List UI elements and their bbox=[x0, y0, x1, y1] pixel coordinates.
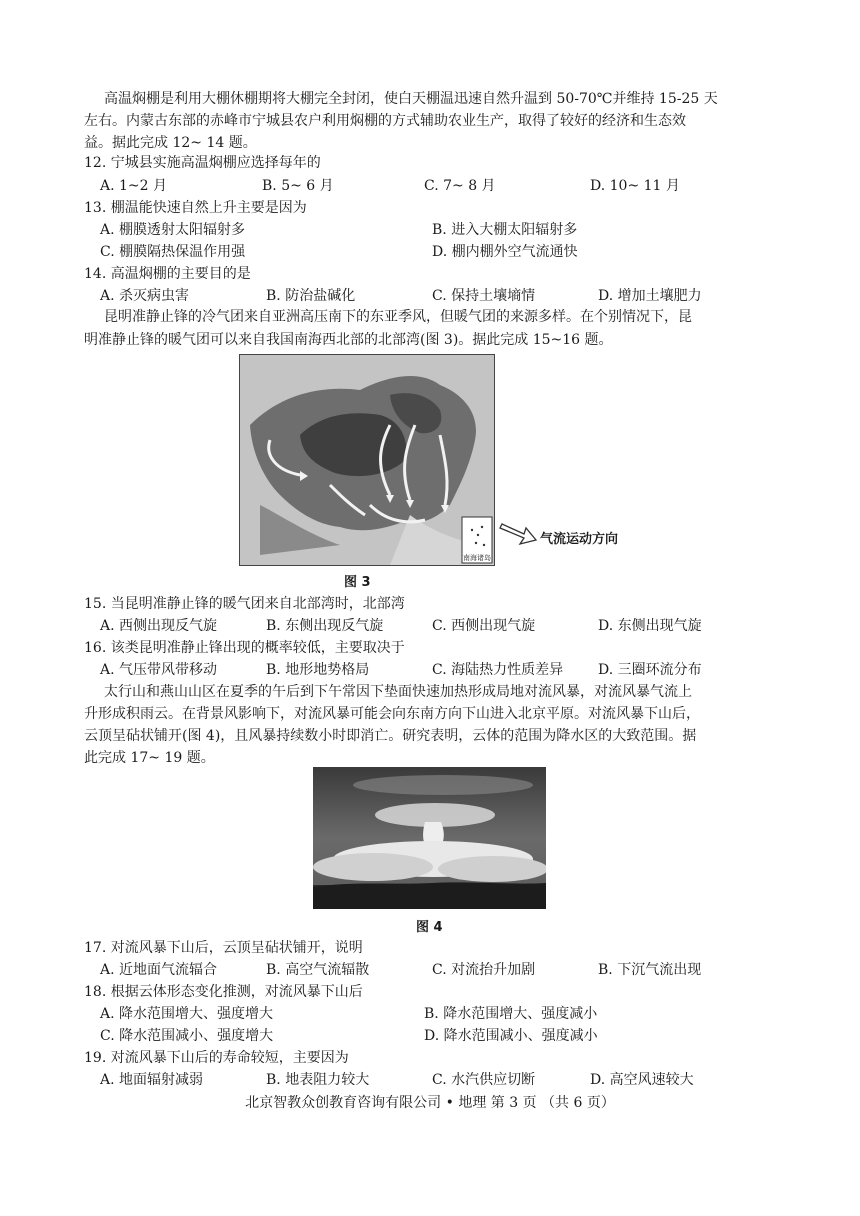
intro-paragraph-2-line-2: 明准静止锋的暖气团可以来自我国南海西北部的北部湾(图 3)。据此完成 15~16 题。 bbox=[84, 332, 613, 348]
question-12-option-b[interactable]: B. 5~ 6 月 bbox=[262, 178, 334, 194]
question-13-option-b[interactable]: B. 进入大棚太阳辐射多 bbox=[432, 222, 578, 238]
figure-3-legend-label: 气流运动方向 bbox=[540, 532, 619, 547]
intro-paragraph-3-line-2: 升形成积雨云。在背景风影响下，对流风暴可能会向东南方向下山进入北京平原。对流风暴下山后， bbox=[84, 706, 700, 722]
intro-paragraph-1-line-3: 益。据此完成 12~ 14 题。 bbox=[84, 135, 257, 151]
question-15-stem: 15. 当昆明准静止锋的暖气团来自北部湾时，北部湾 bbox=[84, 596, 405, 612]
question-14-option-b[interactable]: B. 防治盐碱化 bbox=[266, 288, 356, 304]
question-12-option-d[interactable]: D. 10~ 11 月 bbox=[590, 178, 680, 194]
question-14-stem: 14. 高温焖棚的主要目的是 bbox=[84, 266, 251, 282]
question-15-option-b[interactable]: B. 东侧出现反气旋 bbox=[266, 618, 384, 634]
question-12-stem: 12. 宁城县实施高温焖棚应选择每年的 bbox=[84, 155, 321, 171]
page-footer: 北京智教众创教育咨询有限公司 • 地理 第 3 页 （共 6 页） bbox=[245, 1095, 615, 1111]
question-16-option-a[interactable]: A. 气压带风带移动 bbox=[100, 662, 218, 678]
question-19-option-c[interactable]: C. 水汽供应切断 bbox=[432, 1072, 536, 1088]
question-16-option-c[interactable]: C. 海陆热力性质差异 bbox=[432, 662, 564, 678]
figure-4-photo bbox=[313, 767, 546, 909]
question-15-option-c[interactable]: C. 西侧出现气旋 bbox=[432, 618, 536, 634]
question-19-option-d[interactable]: D. 高空风速较大 bbox=[590, 1072, 694, 1088]
figure-3-inset-label: 南海诸岛 bbox=[463, 554, 491, 562]
intro-paragraph-1-line-1: 高温焖棚是利用大棚休棚期将大棚完全封闭，使白天棚温迅速自然升温到 50-70℃并维持 15-25 天 bbox=[104, 91, 718, 107]
question-17-option-b[interactable]: B. 高空气流辐散 bbox=[266, 962, 370, 978]
question-18-stem: 18. 根据云体形态变化推测，对流风暴下山后 bbox=[84, 984, 363, 1000]
question-17-option-a[interactable]: A. 近地面气流辐合 bbox=[100, 962, 218, 978]
question-17-option-c[interactable]: C. 对流抬升加剧 bbox=[432, 962, 536, 978]
question-16-option-b[interactable]: B. 地形地势格局 bbox=[266, 662, 370, 678]
anvil-cloud-photo-graphic bbox=[313, 767, 546, 909]
question-18-option-b[interactable]: B. 降水范围增大、强度减小 bbox=[424, 1006, 598, 1022]
intro-paragraph-3-line-4: 此完成 17~ 19 题。 bbox=[84, 750, 215, 766]
question-16-stem: 16. 该类昆明准静止锋出现的概率较低，主要取决于 bbox=[84, 640, 405, 656]
question-15-option-d[interactable]: D. 东侧出现气旋 bbox=[598, 618, 702, 634]
question-13-stem: 13. 棚温能快速自然上升主要是因为 bbox=[84, 200, 307, 216]
question-12-option-a[interactable]: A. 1~2 月 bbox=[100, 178, 168, 194]
question-19-option-b[interactable]: B. 地表阻力较大 bbox=[266, 1072, 370, 1088]
question-13-option-c[interactable]: C. 棚膜隔热保温作用强 bbox=[100, 244, 246, 260]
figure-3-caption: 图 3 bbox=[344, 575, 371, 590]
china-map-airflow-graphic bbox=[240, 355, 494, 565]
question-14-option-a[interactable]: A. 杀灭病虫害 bbox=[100, 288, 190, 304]
question-12-option-c[interactable]: C. 7~ 8 月 bbox=[424, 178, 496, 194]
question-18-option-d[interactable]: D. 降水范围减小、强度减小 bbox=[424, 1028, 598, 1044]
question-17-stem: 17. 对流风暴下山后，云顶呈砧状铺开，说明 bbox=[84, 940, 363, 956]
question-17-option-d[interactable]: B. 下沉气流出现 bbox=[598, 962, 702, 978]
question-18-option-a[interactable]: A. 降水范围增大、强度增大 bbox=[100, 1006, 274, 1022]
airflow-direction-arrow-icon bbox=[498, 522, 538, 546]
question-15-option-a[interactable]: A. 西侧出现反气旋 bbox=[100, 618, 218, 634]
question-18-option-c[interactable]: C. 降水范围减小、强度增大 bbox=[100, 1028, 274, 1044]
intro-paragraph-2-line-1: 昆明准静止锋的冷气团来自亚洲高压南下的东亚季风，但暖气团的来源多样。在个别情况下，昆 bbox=[104, 309, 692, 325]
figure-4-caption: 图 4 bbox=[416, 920, 443, 935]
intro-paragraph-3-line-3: 云顶呈砧状铺开(图 4)，且风暴持续数小时即消亡。研究表明，云体的范围为降水区的大致范围。据 bbox=[84, 728, 697, 744]
question-13-option-d[interactable]: D. 棚内棚外空气流通快 bbox=[432, 244, 578, 260]
intro-paragraph-1-line-2: 左右。内蒙古东部的赤峰市宁城县农户利用焖棚的方式辅助农业生产，取得了较好的经济和生态效 bbox=[84, 113, 686, 129]
question-13-option-a[interactable]: A. 棚膜透射太阳辐射多 bbox=[100, 222, 246, 238]
question-14-option-d[interactable]: D. 增加土壤肥力 bbox=[598, 288, 702, 304]
figure-3-map bbox=[239, 354, 495, 566]
question-19-stem: 19. 对流风暴下山后的寿命较短，主要因为 bbox=[84, 1050, 349, 1066]
question-16-option-d[interactable]: D. 三圈环流分布 bbox=[598, 662, 702, 678]
question-14-option-c[interactable]: C. 保持土壤墒情 bbox=[432, 288, 536, 304]
question-19-option-a[interactable]: A. 地面辐射减弱 bbox=[100, 1072, 204, 1088]
intro-paragraph-3-line-1: 太行山和燕山山区在夏季的午后到下午常因下垫面快速加热形成局地对流风暴，对流风暴气流上 bbox=[104, 684, 692, 700]
